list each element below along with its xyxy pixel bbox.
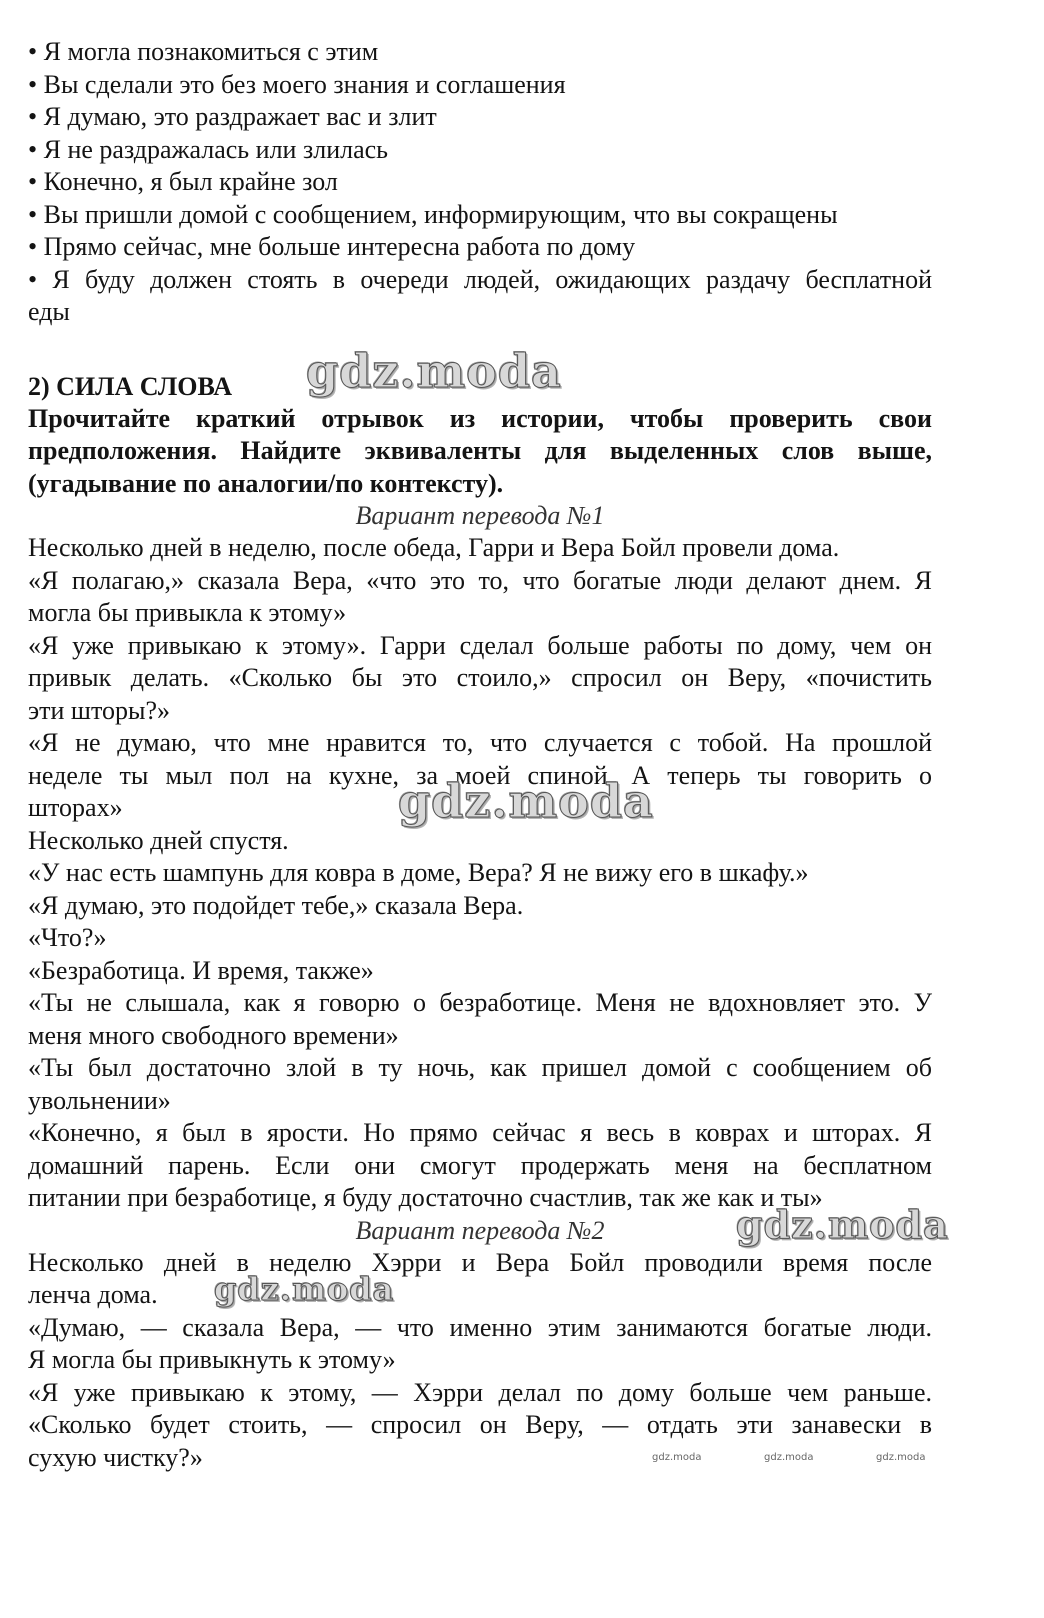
text-line: питании при безработице, я буду достаточно счастлив, так же как и ты» — [28, 1183, 823, 1212]
text-line: «Ты не слышала, как я говорю о безработице. Меня не вдохновляет это. У — [28, 988, 932, 1017]
text-line: «У нас есть шампунь для ковра в доме, Вера? Я не вижу его в шкафу.» — [28, 858, 809, 887]
task-line: предположения. Найдите эквиваленты для выделенных слов выше, — [28, 436, 932, 465]
variant-1-title: Вариант перевода №1 — [355, 501, 605, 530]
list-item: • Вы сделали это без моего знания и соглашения — [28, 69, 566, 99]
watermark: gdz.moda — [214, 1270, 395, 1308]
section-heading: 2) СИЛА СЛОВА — [28, 371, 233, 401]
list-item: • Вы пришли домой с сообщением, информирующим, что вы сокращены — [28, 199, 838, 229]
list-item: • Я не раздражалась или злилась — [28, 134, 389, 164]
text-line: неделе ты мыл пол на кухне, за моей спиной. А теперь ты говорить о — [28, 760, 932, 790]
list-item: • Я могла познакомиться с этим — [28, 37, 379, 66]
text-line: «Я полагаю,» сказала Вера, «что это то, что богатые люди делают днем. Я — [28, 565, 932, 595]
watermark-small: gdz.moda — [652, 1452, 702, 1463]
text-line: «Безработица. И время, также» — [28, 955, 374, 985]
watermark-small: gdz.moda — [876, 1452, 926, 1463]
text-line: увольнении» — [28, 1085, 171, 1115]
text-line: «Я не думаю, что мне нравится то, что случается с тобой. На прошлой — [28, 728, 932, 757]
document-page — [28, 36, 932, 1474]
task-line: Прочитайте краткий отрывок из истории, чтобы проверить свои — [28, 403, 932, 433]
text-line: ленча дома. — [28, 1280, 158, 1309]
list-item: • Я думаю, это раздражает вас и злит — [28, 102, 437, 131]
text-line: «Я уже привыкаю к этому». Гарри сделал больше работы по дому, чем он — [28, 630, 932, 660]
text-line: шторах» — [28, 793, 123, 822]
variant-2-title: Вариант перевода №2 — [355, 1215, 605, 1245]
text-line: Я могла бы привыкнуть к этому» — [28, 1345, 396, 1374]
text-line: «Я уже привыкаю к этому, — Хэрри делал по дому больше чем раньше. — [28, 1377, 932, 1407]
list-item-continuation: еды — [28, 297, 70, 326]
list-item: • Я буду должен стоять в очереди людей, ожидающих раздачу бесплатной — [28, 264, 932, 294]
variant-1-text — [28, 532, 932, 1215]
bullet-list — [28, 36, 932, 329]
text-line: привык делать. «Сколько бы это стоило,» спросил он Веру, «почистить — [28, 663, 932, 692]
text-line: Несколько дней спустя. — [28, 825, 289, 855]
text-line: Несколько дней в неделю, после обеда, Гарри и Вера Бойл провели дома. — [28, 533, 840, 562]
text-line: «Я думаю, это подойдет тебе,» сказала Вера. — [28, 890, 524, 920]
list-item: • Конечно, я был крайне зол — [28, 167, 338, 196]
text-line: «Думаю, — сказала Вера, — что именно этим занимаются богатые люди. — [28, 1312, 932, 1342]
watermark: gdz.moda — [398, 774, 654, 828]
list-item: • Прямо сейчас, мне больше интересна работа по дому — [28, 232, 636, 261]
text-line: сухую чистку?» — [28, 1442, 203, 1472]
text-line: «Ты был достаточно злой в ту ночь, как пришел домой с сообщением об — [28, 1053, 932, 1082]
watermark: gdz.moda — [306, 344, 562, 398]
text-line: Несколько дней в неделю Хэрри и Вера Бойл проводили время после — [28, 1247, 932, 1277]
text-line: домашний парень. Если они смогут продержать меня на бесплатном — [28, 1150, 932, 1180]
task-line: (угадывание по аналогии/по контексту). — [28, 468, 504, 498]
task-instructions — [28, 403, 932, 501]
watermark: gdz.moda — [736, 1202, 949, 1247]
text-line: могла бы привыкла к этому» — [28, 598, 347, 627]
text-line: эти шторы?» — [28, 695, 170, 725]
watermark-small: gdz.moda — [764, 1452, 814, 1463]
text-line: «Конечно, я был в ярости. Но прямо сейчас я весь в коврах и шторах. Я — [28, 1118, 932, 1147]
variant-2-text — [28, 1247, 932, 1475]
text-line: «Сколько будет стоить, — спросил он Веру, — отдать эти занавески в — [28, 1410, 932, 1439]
text-line: меня много свободного времени» — [28, 1020, 399, 1050]
text-line: «Что?» — [28, 923, 107, 952]
